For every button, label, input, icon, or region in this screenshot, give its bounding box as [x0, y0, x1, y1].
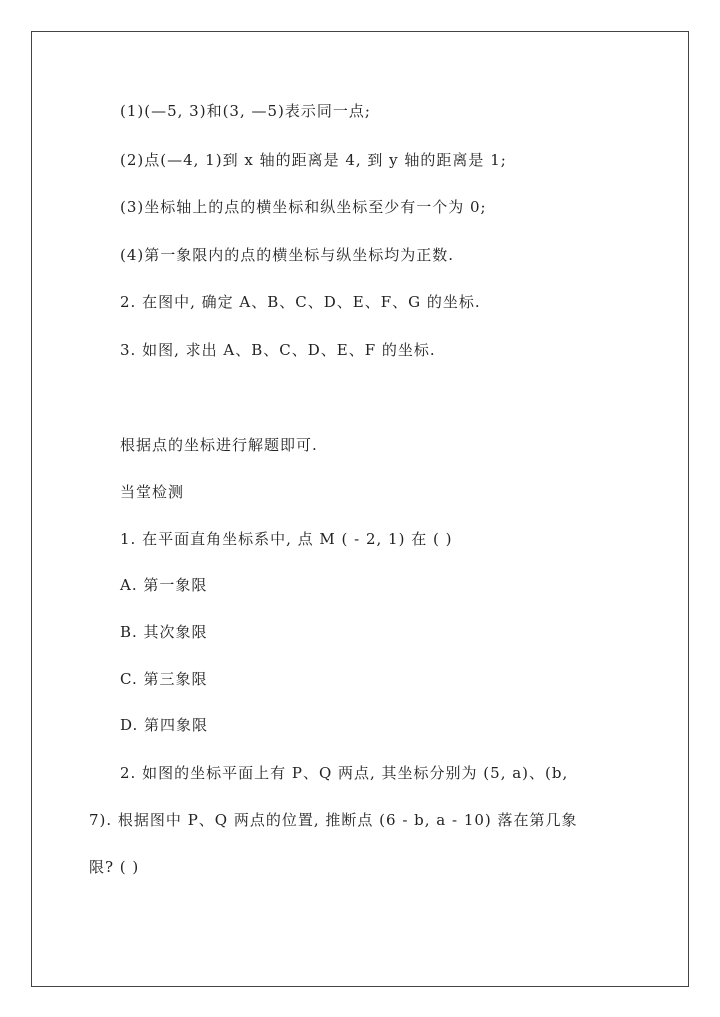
option-a: A. 第一象限 — [120, 576, 208, 594]
statement-3: (3)坐标轴上的点的横坐标和纵坐标至少有一个为 0; — [120, 198, 487, 216]
quiz-question-2-line-2: 7). 根据图中 P、Q 两点的位置, 推断点 (6 - b, a - 10) 落在第几象 — [89, 811, 578, 829]
question-3: 3. 如图, 求出 A、B、C、D、E、F 的坐标. — [120, 341, 436, 359]
section-heading: 当堂检测 — [120, 483, 185, 501]
option-b: B. 其次象限 — [120, 623, 208, 641]
question-2: 2. 在图中, 确定 A、B、C、D、E、F、G 的坐标. — [120, 293, 481, 311]
option-c: C. 第三象限 — [120, 670, 208, 688]
page-frame — [31, 31, 689, 987]
statement-1: (1)(—5, 3)和(3, —5)表示同一点; — [120, 102, 371, 120]
option-d: D. 第四象限 — [120, 716, 209, 734]
statement-2: (2)点(—4, 1)到 x 轴的距离是 4, 到 y 轴的距离是 1; — [120, 151, 507, 169]
quiz-question-2-line-3: 限? ( ) — [89, 858, 140, 876]
hint-text: 根据点的坐标进行解题即可. — [120, 436, 318, 454]
quiz-question-1: 1. 在平面直角坐标系中, 点 M ( - 2, 1) 在 ( ) — [120, 530, 453, 548]
statement-4: (4)第一象限内的点的横坐标与纵坐标均为正数. — [120, 246, 455, 264]
quiz-question-2-line-1: 2. 如图的坐标平面上有 P、Q 两点, 其坐标分别为 (5, a)、(b, — [120, 764, 569, 782]
